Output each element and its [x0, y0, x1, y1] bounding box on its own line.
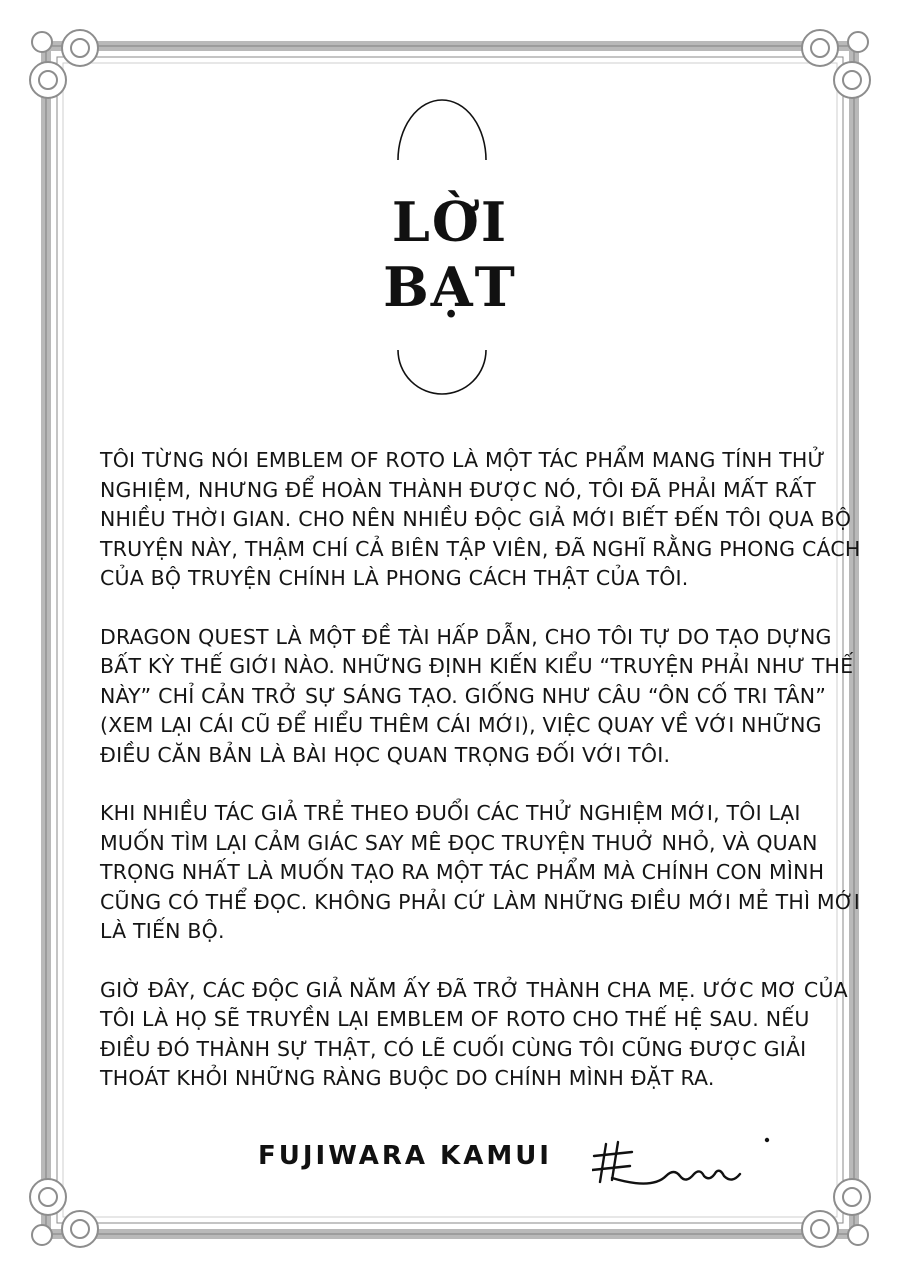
text-line: BẤT KỲ THẾ GIỚI NÀO. NHỮNG ĐỊNH KIẾN KIỂU “TRUYỆN PHẢI NHƯ THẾ — [100, 654, 854, 678]
text-line: NGHIỆM, NHƯNG ĐỂ HOÀN THÀNH ĐƯỢC NÓ, TÔI ĐÃ PHẢI MẤT RẤT — [100, 477, 816, 502]
text-line: DRAGON QUEST LÀ MỘT ĐỀ TÀI HẤP DẪN, CHO TÔI TỰ DO TẠO DỰNG — [100, 624, 832, 649]
text-line: TÔI TỪNG NÓI EMBLEM OF ROTO LÀ MỘT TÁC PHẨM MANG TÍNH THỬ — [100, 448, 826, 472]
text-line: KHI NHIỀU TÁC GIẢ TRẺ THEO ĐUỔI CÁC THỬ NGHIỆM MỚI, TÔI LẠI — [100, 801, 801, 825]
page-title-line-1: LỜI — [391, 190, 509, 254]
paragraph-4 — [100, 976, 848, 1094]
author-signature — [592, 1132, 782, 1192]
text-line: ĐIỀU CĂN BẢN LÀ BÀI HỌC QUAN TRỌNG ĐỐI VỚI TÔI. — [100, 742, 671, 767]
text-line: GIỜ ĐÂY, CÁC ĐỘC GIẢ NĂM ẤY ĐÃ TRỞ THÀNH CHA MẸ. ƯỚC MƠ CỦA — [100, 977, 848, 1002]
text-line: MUỐN TÌM LẠI CẢM GIÁC SAY MÊ ĐỌC TRUYỆN THUỞ NHỎ, VÀ QUAN — [100, 830, 818, 855]
text-line: CỦA BỘ TRUYỆN CHÍNH LÀ PHONG CÁCH THẬT CỦA TÔI. — [100, 566, 689, 590]
title-block — [0, 0, 900, 420]
text-line: LÀ TIẾN BỘ. — [100, 919, 225, 943]
paragraph-2 — [100, 623, 854, 771]
corner-ornament-bottom-left — [30, 1179, 98, 1247]
text-line: NÀY” CHỈ CẢN TRỞ SỰ SÁNG TẠO. GIỐNG NHƯ CÂU “ÔN CỐ TRI TÂN” — [100, 683, 827, 708]
paragraph-3 — [100, 799, 860, 947]
paragraph-1 — [100, 446, 861, 594]
text-line: ĐIỀU ĐÓ THÀNH SỰ THẬT, CÓ LẼ CUỐI CÙNG TÔI CŨNG ĐƯỢC GIẢI — [100, 1036, 807, 1061]
page-title-line-2: BẠT — [383, 255, 517, 319]
text-line: TRUYỆN NÀY, THẬM CHÍ CẢ BIÊN TẬP VIÊN, ĐÃ NGHĨ RẰNG PHONG CÁCH — [100, 536, 861, 561]
text-line: TRỌNG NHẤT LÀ MUỐN TẠO RA MỘT TÁC PHẨM MÀ CHÍNH CON MÌNH — [100, 860, 825, 884]
corner-ornament-bottom-right — [802, 1179, 870, 1247]
text-line: THOÁT KHỎI NHỮNG RÀNG BUỘC DO CHÍNH MÌNH ĐẶT RA. — [100, 1066, 715, 1090]
author-name: FUJIWARA KAMUI — [258, 1141, 552, 1171]
text-line: (XEM LẠI CÁI CŨ ĐỂ HIỂU THÊM CÁI MỚI), VIỆC QUAY VỀ VỚI NHỮNG — [100, 713, 822, 737]
text-line: NHIỀU THỜI GIAN. CHO NÊN NHIỀU ĐỘC GIẢ MỚI BIẾT ĐẾN TÔI QUA BỘ — [100, 507, 852, 531]
text-line: CŨNG CÓ THỂ ĐỌC. KHÔNG PHẢI CỨ LÀM NHỮNG ĐIỀU MỚI MẺ THÌ MỚI — [100, 889, 860, 914]
afterword-body — [100, 446, 861, 1123]
text-line: TÔI LÀ HỌ SẼ TRUYỀN LẠI EMBLEM OF ROTO CHO THẾ HỆ SAU. NẾU — [100, 1007, 810, 1031]
